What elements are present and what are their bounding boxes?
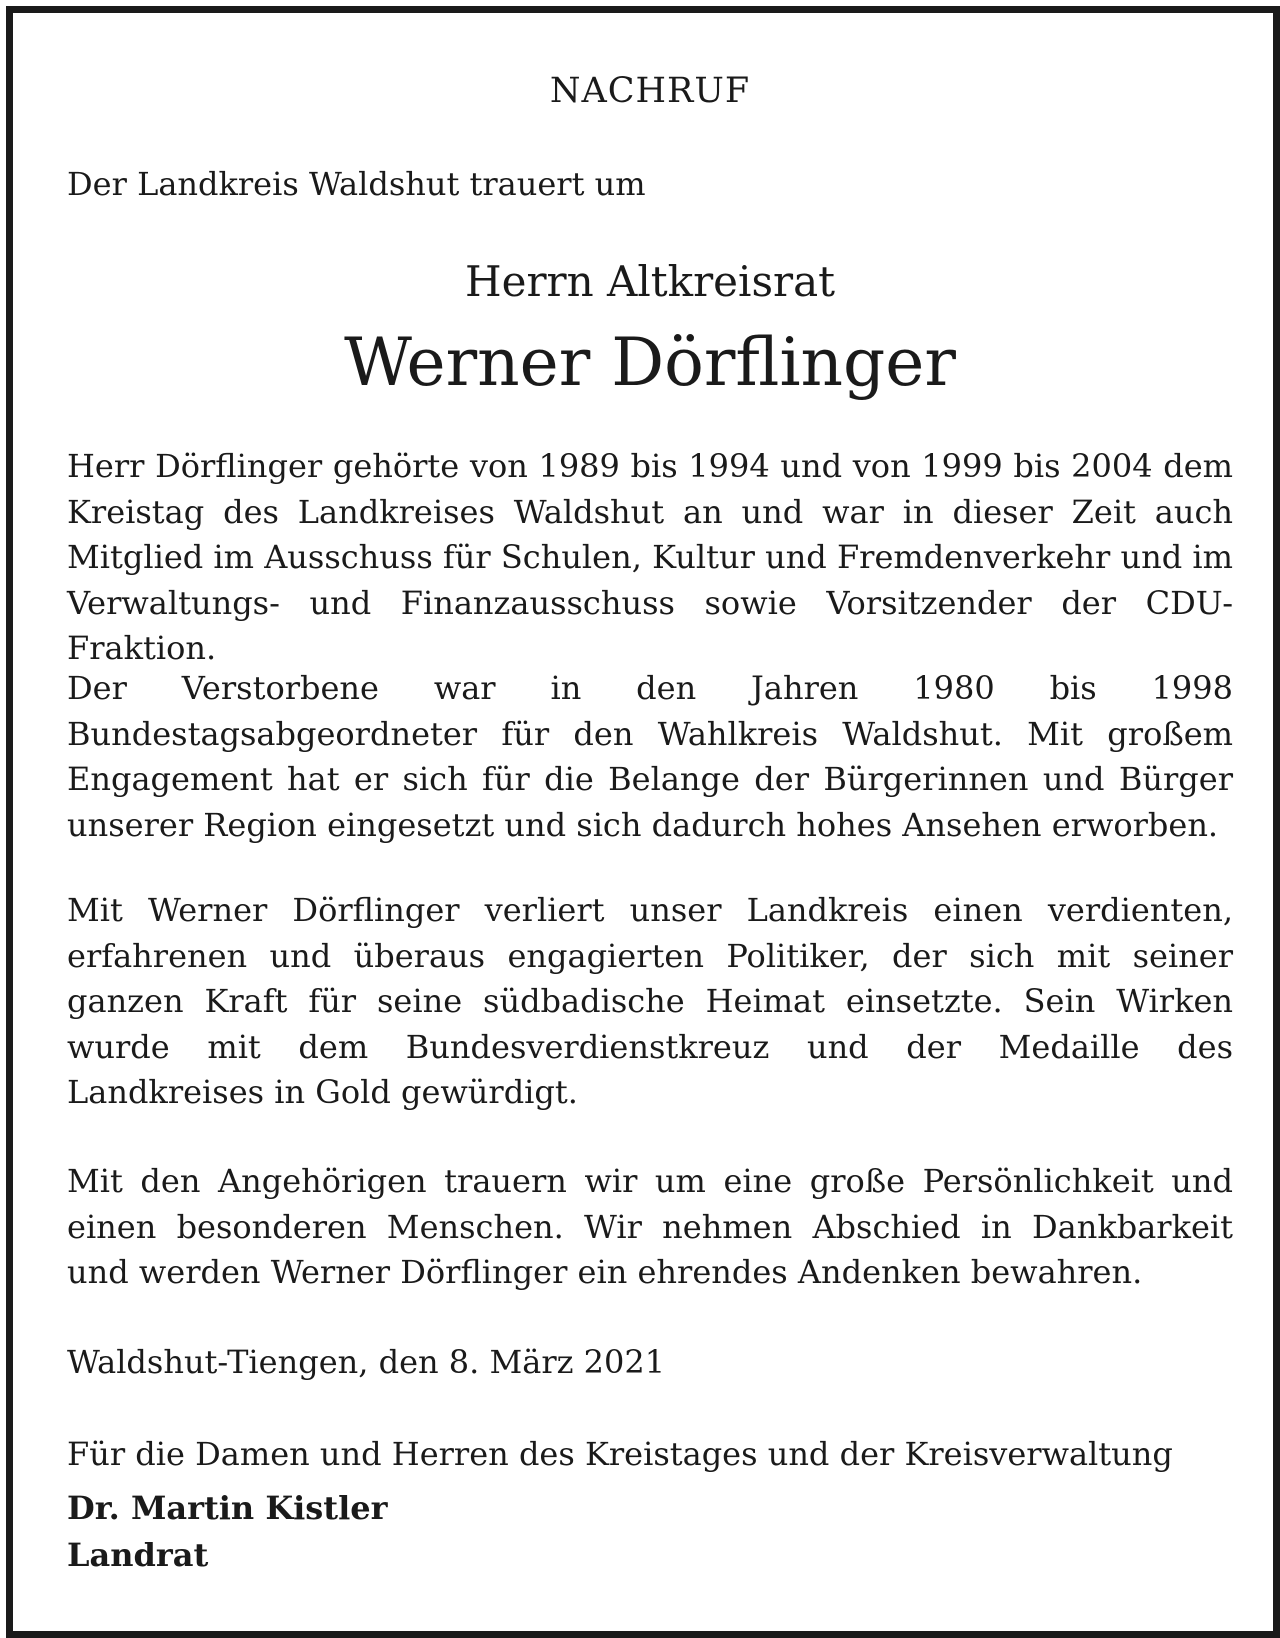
intro-line: Der Landkreis Waldshut trauert um: [67, 165, 646, 203]
paragraph-merits: Mit Werner Dörflinger verliert unser Landkreis einen verdienten, erfahrenen und überaus engagierten Politiker, der sich mit seiner ganzen Kraft für seine südbadische Heimat einsetzte. Sein Wirken wurde mit dem Bundesverdienstkreuz und der Medaille des Landkreises in Gold gewürdigt.: [67, 891, 1233, 1111]
signer-title: Landrat: [67, 1536, 209, 1574]
notice-title: NACHRUF: [549, 71, 751, 111]
dateline: Waldshut-Tiengen, den 8. März 2021: [67, 1343, 666, 1381]
deceased-name: Werner Dörflinger: [344, 324, 956, 401]
on-behalf-line: Für die Damen und Herren des Kreistages und der Kreisverwaltung: [67, 1435, 1173, 1473]
honorific-title: Herrn Altkreisrat: [464, 257, 836, 306]
paragraph-career-kreistag: Herr Dörflinger gehörte von 1989 bis 1994 und von 1999 bis 2004 dem Kreistag des Landkreises Waldshut an und war in dieser Zeit auch Mitglied im Ausschuss für Schulen, Kultur und Fremdenverkehr und im Verwaltungs- und Finanzausschuss sowie Vorsitzender der CDU-Fraktion.: [67, 447, 1233, 667]
paragraph-bundestag: Der Verstorbene war in den Jahren 1980 bis 1998 Bundestagsabgeordneter für den Wahlkreis Waldshut. Mit großem Engagement hat er sich für die Belange der Bürgerinnen und Bürger unserer Region eingesetzt und sich dadurch hohes Ansehen erworben.: [67, 669, 1233, 844]
paragraph-farewell: Mit den Angehörigen trauern wir um eine große Persönlichkeit und einen besonderen Menschen. Wir nehmen Abschied in Dankbarkeit und werden Werner Dörflinger ein ehrendes Andenken bewahren.: [67, 1162, 1233, 1291]
obituary-frame: [6, 6, 1280, 1638]
signer-name: Dr. Martin Kistler: [67, 1489, 388, 1527]
